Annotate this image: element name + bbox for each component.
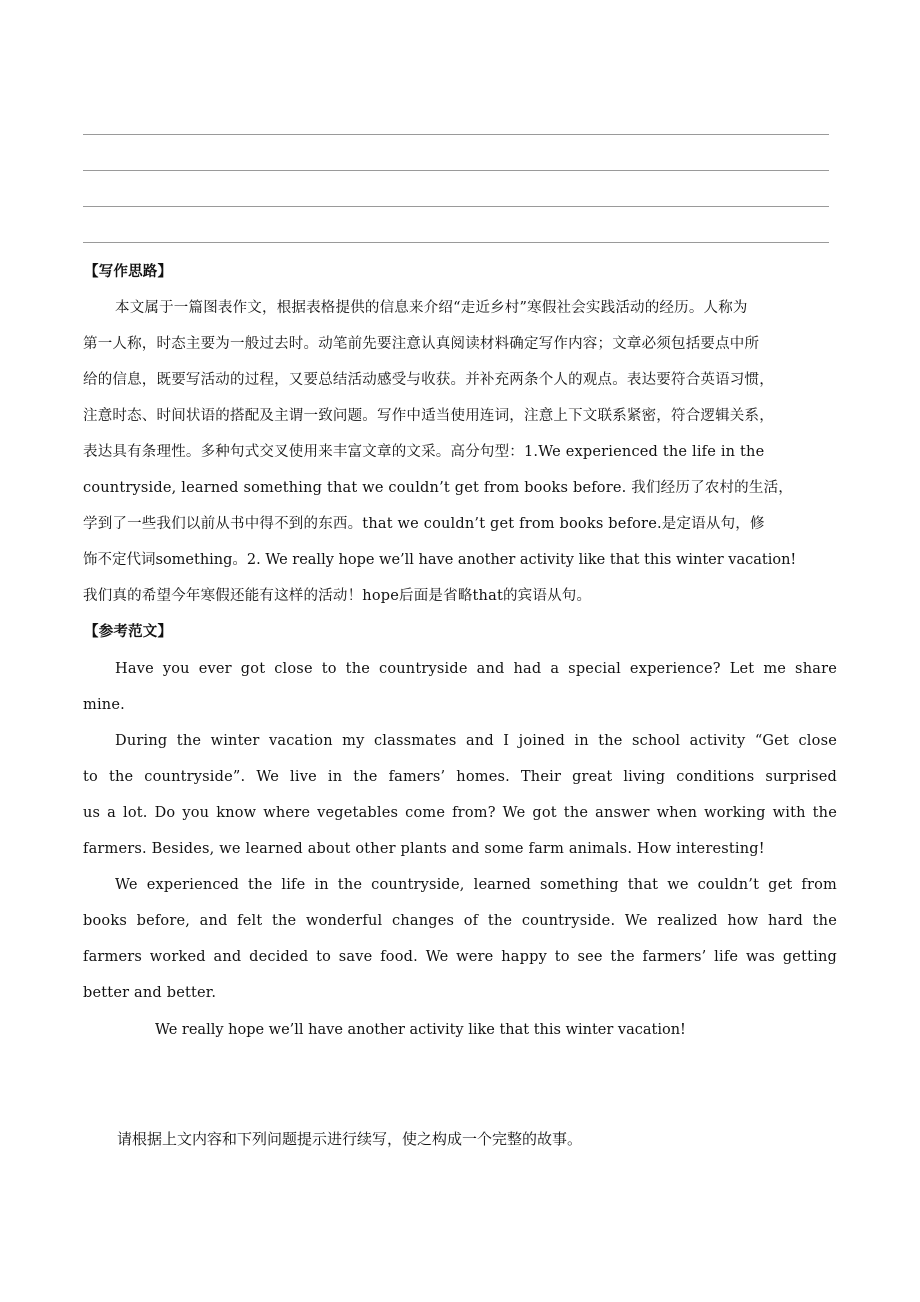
essay-line: During the winter vacation my classmates and I joined in the school activity “Get close	[115, 733, 837, 749]
essay-line: us a lot. Do you know where vegetables come from? We got the answer when working with the	[83, 805, 837, 821]
answer-rule-3	[83, 206, 829, 207]
answer-rule-4	[83, 242, 829, 243]
essay-line: Have you ever got close to the countryside and had a special experience? Let me share	[115, 661, 837, 677]
writing-idea-line: 学到了一些我们以前从书中得不到的东西。that we couldn’t get from books before.是定语从句，修	[83, 516, 765, 532]
essay-line: to the countryside”. We live in the famers’ homes. Their great living conditions surprised	[83, 769, 837, 785]
answer-rule-1	[83, 134, 829, 135]
writing-idea-line: 第一人称，时态主要为一般过去时。动笔前先要注意认真阅读材料确定写作内容；文章必须包括要点中所	[83, 336, 760, 352]
writing-idea-heading: 【写作思路】	[84, 263, 173, 280]
essay-line: mine.	[83, 697, 125, 713]
writing-idea-line: countryside, learned something that we couldn’t get from books before. 我们经历了农村的生活，	[83, 480, 793, 496]
writing-idea-line: 饰不定代词something。2. We really hope we’ll have another activity like that this winter vacation!	[83, 552, 797, 568]
answer-rule-2	[83, 170, 829, 171]
essay-line: We experienced the life in the countryside, learned something that we couldn’t get from	[115, 877, 837, 893]
essay-closing-line: We really hope we’ll have another activity like that this winter vacation!	[155, 1022, 686, 1038]
writing-idea-line: 本文属于一篇图表作文，根据表格提供的信息来介绍“走近乡村”寒假社会实践活动的经历。人称为	[115, 300, 748, 316]
writing-idea-line: 给的信息，既要写活动的过程，又要总结活动感受与收获。并补充两条个人的观点。表达要符合英语习惯，	[83, 372, 774, 388]
essay-line: books before, and felt the wonderful changes of the countryside. We realized how hard the	[83, 913, 837, 929]
essay-line: better and better.	[83, 985, 217, 1001]
essay-line: farmers. Besides, we learned about other plants and some farm animals. How interesting!	[83, 841, 765, 857]
writing-idea-line: 注意时态、时间状语的搭配及主谓一致问题。写作中适当使用连词，注意上下文联系紧密，符合逻辑关系，	[83, 408, 774, 424]
essay-line: farmers worked and decided to save food. We were happy to see the farmers’ life was getting	[83, 949, 837, 965]
writing-idea-line: 我们真的希望今年寒假还能有这样的活动！hope后面是省略that的宾语从句。	[83, 588, 592, 604]
writing-idea-line: 表达具有条理性。多种句式交叉使用来丰富文章的文采。高分句型：1.We experienced the life in the	[83, 444, 765, 460]
continuation-prompt: 请根据上文内容和下列问题提示进行续写，使之构成一个完整的故事。	[117, 1130, 583, 1148]
model-essay-heading: 【参考范文】	[84, 623, 173, 640]
